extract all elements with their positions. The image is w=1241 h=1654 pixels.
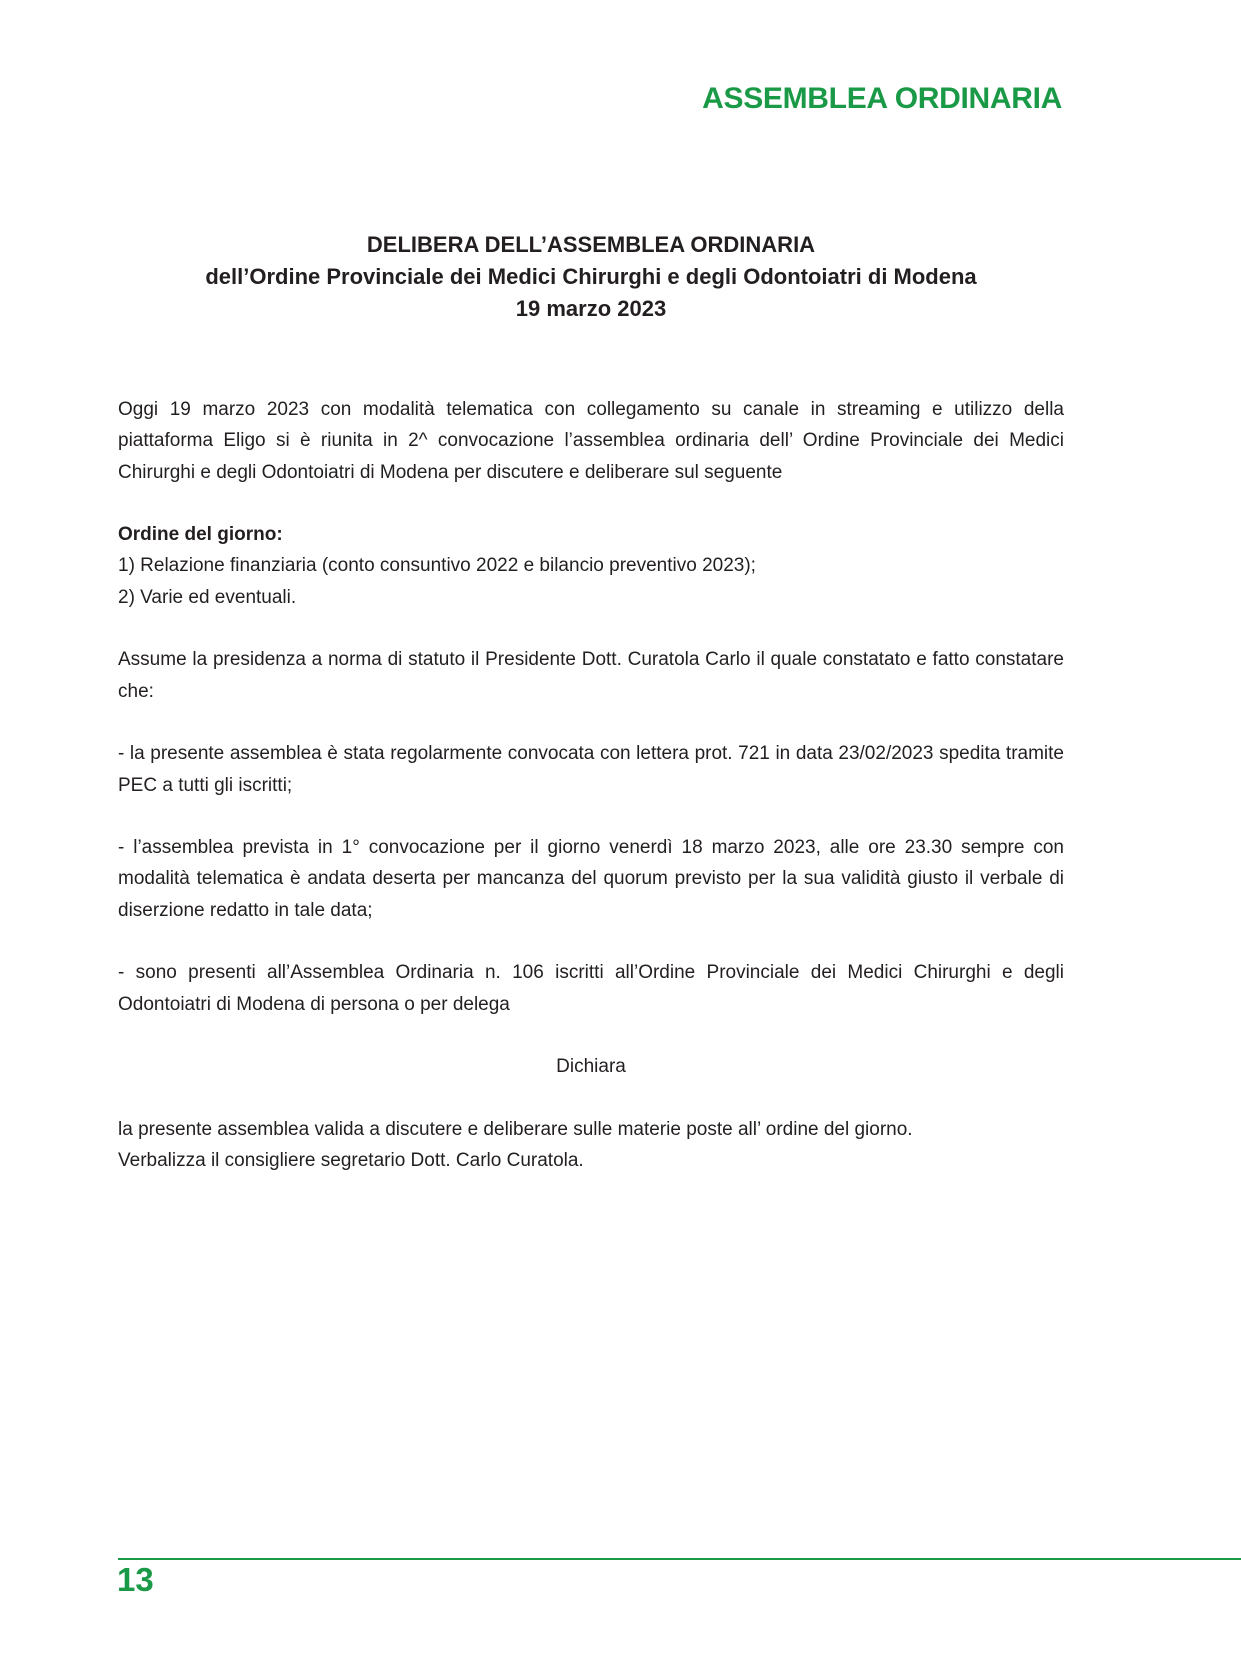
spacer (118, 488, 1064, 519)
spacer (118, 613, 1064, 644)
presidency-paragraph: Assume la presidenza a norma di statuto il Presidente Dott. Curatola Carlo il quale constatato e fatto constatare che: (118, 649, 1064, 702)
document-title (118, 229, 1064, 325)
footer-divider (118, 1558, 1241, 1560)
spacer (118, 707, 1064, 738)
closing-line: la presente assemblea valida a discutere e deliberare sulle materie poste all’ ordine del giorno. (118, 1118, 913, 1140)
agenda-item: 1) Relazione finanziaria (conto consuntivo 2022 e bilancio preventivo 2023); (118, 555, 756, 577)
point-paragraph: - la presente assemblea è stata regolarmente convocata con lettera prot. 721 in data 23/02/2023 spedita tramite PEC a tutti gli iscritti; (118, 743, 1064, 796)
point-paragraph: - l’assemblea prevista in 1° convocazione per il giorno venerdì 18 marzo 2023, alle ore 23.30 sempre con modalità telematica è andata deserta per mancanza del quorum previsto per la sua validità giusto il verbale di diserzione redatto in tale data; (118, 837, 1064, 921)
spacer (118, 801, 1064, 832)
intro-paragraph: Oggi 19 marzo 2023 con modalità telematica con collegamento su canale in streaming e utilizzo della piattaforma Eligo si è riunita in 2^ convocazione l’assemblea ordinaria dell’ Ordine Provinciale dei Medici Chirurghi e degli Odontoiatri di Modena per discutere e deliberare sul seguente (118, 399, 1064, 483)
title-line-2: dell’Ordine Provinciale dei Medici Chirurghi e degli Odontoiatri di Modena (205, 264, 977, 289)
agenda-heading: Ordine del giorno: (118, 524, 283, 546)
document-body (118, 394, 1064, 1176)
section-header: ASSEMBLEA ORDINARIA (702, 82, 1062, 115)
spacer (118, 1020, 1064, 1051)
point-paragraph: - sono presenti all’Assemblea Ordinaria n. 106 iscritti all’Ordine Provinciale dei Medici Chirurghi e degli Odontoiatri di Modena di persona o per delega (118, 962, 1064, 1015)
page-number: 13 (117, 1561, 154, 1598)
title-line-3: 19 marzo 2023 (515, 296, 667, 321)
spacer (118, 1083, 1064, 1114)
title-line-1: DELIBERA DELL’ASSEMBLEA ORDINARIA (366, 232, 816, 257)
declares-heading: Dichiara (556, 1056, 626, 1078)
agenda-item: 2) Varie ed eventuali. (118, 586, 297, 608)
closing-line: Verbalizza il consigliere segretario Dott. Carlo Curatola. (118, 1150, 584, 1172)
spacer (118, 926, 1064, 957)
